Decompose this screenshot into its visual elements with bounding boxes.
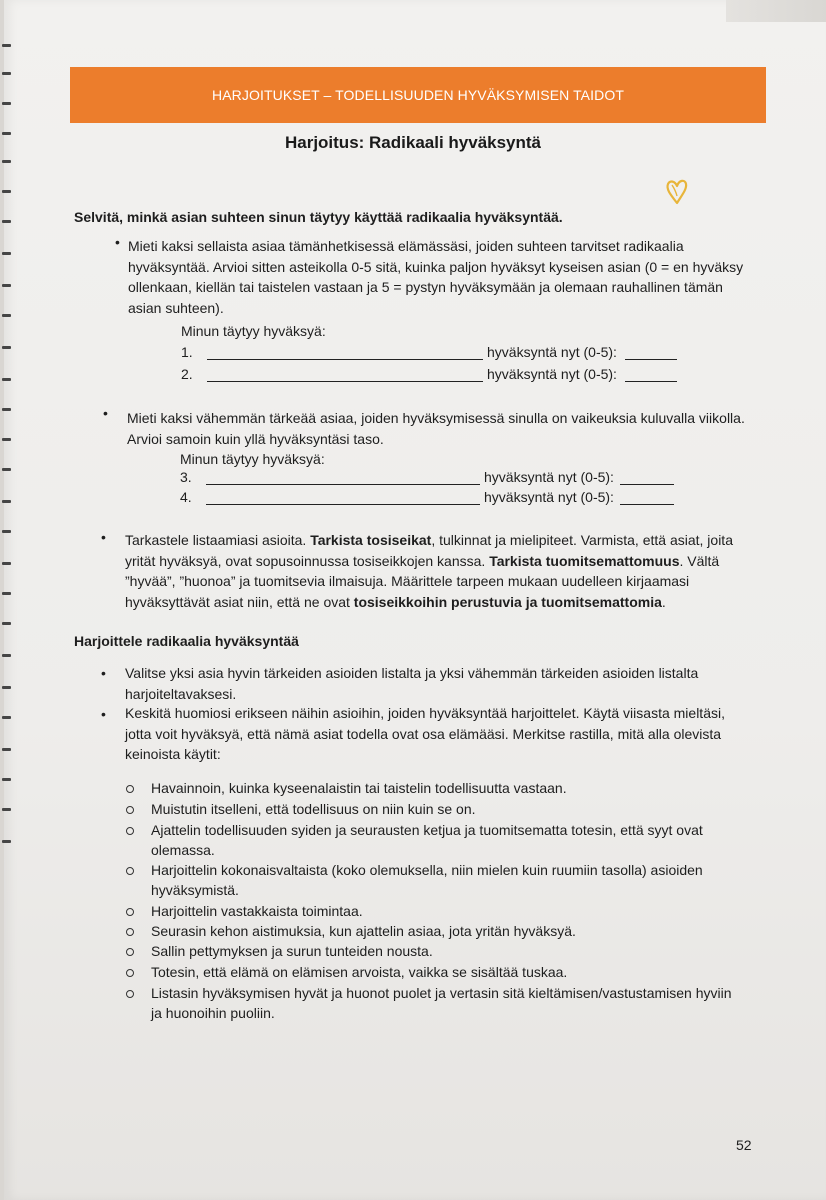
- text-run: . Vältä: [679, 552, 720, 569]
- text-line: asian suhteen).: [128, 299, 224, 316]
- fill-row-4: [180, 489, 700, 509]
- text-line: olemassa.: [151, 842, 215, 858]
- option-text: [151, 901, 363, 921]
- rating-label: hyväksyntä nyt (0-5):: [484, 469, 614, 485]
- checkbox-circle[interactable]: [126, 990, 134, 998]
- binder-hole-mark: [2, 72, 11, 75]
- text-run-bold: tosiseikkoihin perustuvia ja tuomitsemattomia: [353, 593, 662, 610]
- checkbox-circle[interactable]: [126, 969, 134, 977]
- rating-label: hyväksyntä nyt (0-5):: [487, 344, 617, 360]
- item-number: 3.: [180, 469, 192, 485]
- option-text: [151, 860, 703, 900]
- text-line: hyväksymistä.: [151, 882, 239, 898]
- binder-hole-mark: [2, 44, 11, 47]
- section2-bullet1-text: [125, 663, 698, 704]
- text-line: Harjoittelin kokonaisvaltaista (koko olemuksella, niin mielen kuin ruumiin tasolla) asioiden: [151, 862, 703, 878]
- rating-label: hyväksyntä nyt (0-5):: [487, 366, 617, 382]
- checkbox-circle[interactable]: [126, 785, 134, 793]
- binder-hole-mark: [2, 468, 11, 471]
- checkbox-circle[interactable]: [126, 928, 134, 936]
- text-run: , tulkinnat ja mielipiteet. Varmista, että asiat, joita: [431, 532, 733, 548]
- text-run-bold: Tarkista tuomitsemattomuus: [489, 552, 680, 569]
- text-line: Valitse yksi asia hyvin tärkeiden asioiden listalta ja yksi vähemmän tärkeiden asioiden listalta: [125, 665, 699, 681]
- text-line: Listasin hyväksymisen hyvät ja huonot puolet ja vertasin sitä kieltämisen/vastustamisen hyviin: [151, 985, 732, 1001]
- binder-hole-mark: [2, 808, 11, 811]
- fill-row-2: [181, 366, 701, 386]
- text-run-bold: Tarkista tosiseikat: [310, 532, 432, 548]
- text-line: Mieti kaksi vähemmän tärkeää asiaa, joiden hyväksymisessä sinulla on vaikeuksia kuluvalla viikolla.: [127, 410, 745, 426]
- binder-hole-mark: [2, 622, 11, 625]
- text-line: Totesin, että elämä on elämisen arvoista, vaikka se sisältää tuskaa.: [151, 964, 568, 980]
- binder-hole-mark: [2, 500, 11, 503]
- prompt-label: Minun täytyy hyväksyä:: [180, 451, 325, 467]
- text-line: Muistutin itselleni, että todellisuus on niin kuin se on.: [151, 801, 476, 817]
- binder-hole-mark: [2, 408, 11, 411]
- answer-line-1[interactable]: [207, 359, 483, 360]
- binder-hole-mark: [2, 530, 11, 533]
- section2-heading: Harjoittele radikaalia hyväksyntää: [74, 633, 299, 649]
- binder-hole-mark: [2, 748, 11, 751]
- section1-heading: Selvitä, minkä asian suhteen sinun täytyy käyttää radikaalia hyväksyntää.: [74, 209, 563, 225]
- binder-hole-mark: [2, 284, 11, 287]
- option-text: [151, 820, 703, 860]
- checkbox-circle[interactable]: [126, 867, 134, 875]
- checkbox-circle[interactable]: [126, 908, 134, 916]
- option-text: [151, 799, 476, 819]
- binder-hole-mark: [2, 562, 11, 565]
- text-line: harjoiteltavaksesi.: [125, 685, 237, 702]
- binder-hole-mark: [2, 252, 11, 255]
- binder-hole-mark: [2, 314, 11, 317]
- bullet-marker: •: [101, 706, 106, 722]
- bullet-marker: •: [101, 665, 106, 681]
- binder-hole-mark: [2, 102, 11, 105]
- page-title: Harjoitus: Radikaali hyväksyntä: [284, 133, 542, 152]
- page-number: 52: [736, 1137, 752, 1153]
- fill-row-3: [180, 469, 700, 489]
- text-line: Havainnoin, kuinka kyseenalaistin tai taistelin todellisuutta vastaan.: [151, 780, 567, 796]
- bullet1-text: [128, 236, 743, 318]
- item-number: 4.: [180, 489, 192, 505]
- text-line: [125, 592, 733, 613]
- text-line: Ajattelin todellisuuden syiden ja seurausten ketjua ja tuomitsematta totesin, että syyt ovat: [151, 822, 703, 838]
- text-run: Tarkastele listaamiasi asioita.: [125, 532, 311, 548]
- checkbox-circle[interactable]: [126, 806, 134, 814]
- binder-holes: [0, 0, 14, 1200]
- text-run: hyväksyttävät asiat niin, että ne ovat: [125, 593, 354, 610]
- binder-hole-mark: [2, 378, 11, 381]
- bullet2-text: [127, 408, 745, 449]
- bullet-marker: •: [101, 529, 106, 545]
- option-text: [151, 941, 433, 961]
- binder-hole-mark: [2, 840, 11, 843]
- rating-label: hyväksyntä nyt (0-5):: [484, 489, 614, 505]
- text-run: yrität hyväksyä, ovat sopusoinnussa tosiseikkojen kanssa.: [125, 552, 490, 569]
- text-line: [125, 530, 733, 551]
- checkbox-circle[interactable]: [126, 827, 134, 835]
- text-line: Mieti kaksi sellaista asiaa tämänhetkisessä elämässäsi, joiden suhteen tarvitset radikaalia: [128, 238, 684, 254]
- binder-hole-mark: [2, 160, 11, 163]
- section-banner: [70, 67, 766, 123]
- rating-line-3[interactable]: [620, 484, 674, 485]
- binder-hole-mark: [2, 592, 11, 595]
- option-text: [151, 962, 567, 982]
- text-line: ja huonoihin puoliin.: [151, 1005, 275, 1021]
- text-line: Keskitä huomiosi erikseen näihin asioihin, joiden hyväksyntää harjoittelet. Käytä viisasta mieltäsi,: [125, 705, 725, 721]
- text-line: ”hyvää”, ”huonoa” ja tuomitsevia ilmaisuja. Määrittele tarpeen mukaan uudelleen kirjaamasi: [125, 573, 690, 589]
- binder-hole-mark: [2, 778, 11, 781]
- answer-line-4[interactable]: [206, 504, 480, 505]
- option-text: [151, 778, 567, 798]
- text-line: Arvioi samoin kuin yllä hyväksyntäsi taso.: [127, 430, 384, 447]
- binder-hole-mark: [2, 686, 11, 689]
- text-line: Harjoittelin vastakkaista toimintaa.: [151, 903, 363, 919]
- bullet-marker: •: [103, 405, 108, 421]
- text-line: Seurasin kehon aistimuksia, kun ajattelin asiaa, jota yritän hyväksyä.: [151, 923, 576, 939]
- text-line: hyväksyntää. Arvioi sitten asteikolla 0-5 sitä, kuinka paljon hyväksyt kyseisen asian (0 = en hyväksy: [128, 258, 744, 275]
- option-text: [151, 983, 732, 1023]
- checkbox-circle[interactable]: [126, 948, 134, 956]
- item-number: 1.: [181, 344, 193, 360]
- binder-hole-mark: [2, 220, 11, 223]
- binder-hole-mark: [2, 654, 11, 657]
- heart-doodle-icon: [664, 176, 690, 206]
- background-page-edge: [726, 0, 826, 22]
- bullet-marker: •: [115, 234, 120, 250]
- text-line: Sallin pettymyksen ja surun tunteiden nousta.: [151, 943, 433, 959]
- rating-line-2[interactable]: [625, 381, 677, 382]
- section-banner-text: HARJOITUKSET – TODELLISUUDEN HYVÄKSYMISEN TAIDOT: [212, 87, 624, 103]
- text-line: keinoista käytit:: [125, 746, 221, 762]
- answer-line-2[interactable]: [207, 381, 483, 382]
- binder-hole-mark: [2, 346, 11, 349]
- option-text: [151, 921, 576, 941]
- fill-row-1: [181, 344, 701, 364]
- text-line: jotta voit hyväksyä, että nämä asiat todella ovat osa elämääsi. Merkitse rastilla, mitä alla olevista: [125, 725, 722, 742]
- rating-line-1[interactable]: [625, 359, 677, 360]
- prompt-label: Minun täytyy hyväksyä:: [181, 323, 326, 339]
- item-number: 2.: [181, 366, 193, 382]
- binder-hole-mark: [2, 190, 11, 193]
- rating-line-4[interactable]: [620, 504, 674, 505]
- text-run: .: [661, 593, 666, 610]
- answer-line-3[interactable]: [206, 484, 480, 485]
- section2-bullet2-text: [125, 703, 725, 765]
- binder-hole-mark: [2, 438, 11, 441]
- bullet3-text: [125, 530, 733, 612]
- binder-hole-mark: [2, 716, 11, 719]
- text-line: ollenkaan, kiellän tai taistelen vastaan ja 5 = pystyn hyväksymään ja olemaan rauhallinen tämän: [128, 279, 723, 295]
- text-line: [125, 551, 733, 572]
